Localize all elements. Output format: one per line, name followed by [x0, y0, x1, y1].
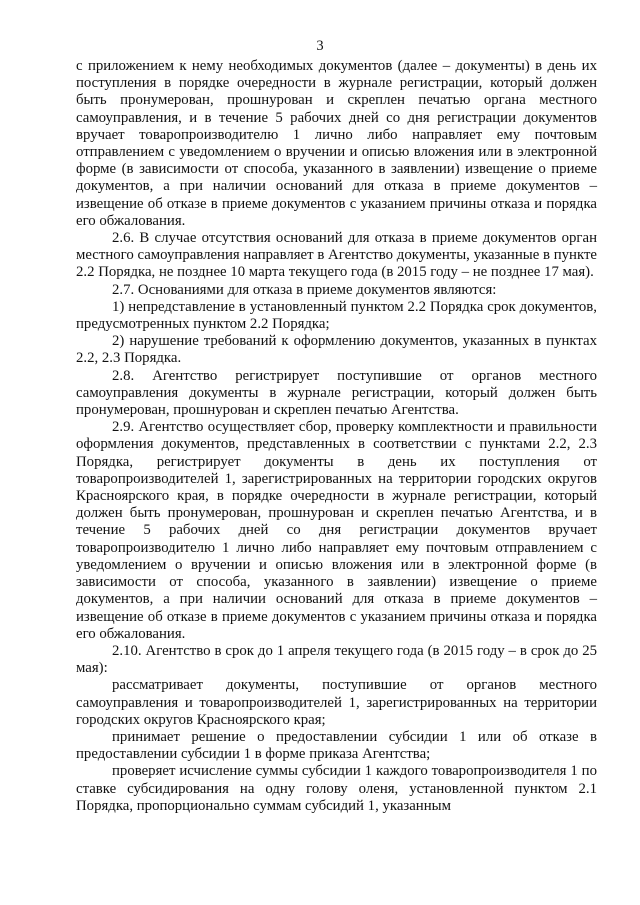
paragraph-2-8: 2.8. Агентство регистрирует поступившие от органов местного самоуправления документы в журнале регистрации, который должен быть пронумерован, прошнурован и скреплен печатью Агентства.: [76, 367, 597, 419]
document-body: [76, 58, 597, 815]
paragraph-2-10-decides: принимает решение о предоставлении субсидии 1 или об отказе в предоставлении субсидии 1 в форме приказа Агентства;: [76, 728, 597, 763]
paragraph-2-10: 2.10. Агентство в срок до 1 апреля текущего года (в 2015 году – в срок до 25 мая):: [76, 642, 597, 677]
paragraph-2-7-item-1: 1) непредставление в установленный пунктом 2.2 Порядка срок документов, предусмотренных пунктом 2.2 Порядка;: [76, 298, 597, 333]
paragraph-2-7: 2.7. Основаниями для отказа в приеме документов являются:: [112, 281, 497, 298]
paragraph-2-10-reviews: рассматривает документы, поступившие от органов местного самоуправления и товаропроизводителей 1, зарегистрированных на территории городских округов Красноярского края;: [76, 677, 597, 728]
paragraph-continuation: с приложением к нему необходимых документов (далее – документы) в день их поступления в порядке очередности в журнале регистрации, который должен быть пронумерован, прошнурован и скреплен печатью органа местного самоуправления, и в течение 5 рабочих дней со дня регистрации документов вручает товаропроизводителю 1 лично либо направляет ему почтовым отправлением с уведомлением о вручении и описью вложения или в электронной форме (в зависимости от способа, указанного в заявлении) извещение о приеме документов, а при наличии оснований для отказа в приеме документов – извещение об отказе в приеме документов с указанием причины отказа и порядка его обжалования.: [76, 58, 597, 229]
paragraph-2-7-item-2: 2) нарушение требований к оформлению документов, указанных в пунктах 2.2, 2.3 Порядка.: [76, 333, 597, 367]
paragraph-2-6: 2.6. В случае отсутствия оснований для отказа в приеме документов орган местного самоуправления направляет в Агентство документы, указанные в пункте 2.2 Порядка, не позднее 10 марта текущего года (в 2015 году – не позднее 17 мая).: [76, 230, 597, 281]
page-number: 3: [316, 38, 324, 54]
paragraph-2-10-checks: проверяет исчисление суммы субсидии 1 каждого товаропроизводителя 1 по ставке субсидирования на одну голову оленя, установленной пунктом 2.1 Порядка, пропорционально суммам субсидий 1, указанным: [76, 763, 597, 814]
paragraph-2-9: 2.9. Агентство осуществляет сбор, проверку комплектности и правильности оформления документов, представленных в соответствии с пунктами 2.2, 2.3 Порядка, регистрирует документы в день их поступления от товаропроизводителей 1, зарегистрированных на территории городских округов Красноярского края, в порядке очередности в журнале регистрации, который должен быть пронумерован, прошнурован и скреплен печатью Агентства, и в течение 5 рабочих дней со дня регистрации документов вручает товаропроизводителю 1 лично либо направляет ему почтовым отправлением с уведомлением о вручении и описью вложения или в электронной форме (в зависимости от способа, указанного в заявлении) извещение о приеме документов, а при наличии оснований для отказа в приеме документов – извещение об отказе в приеме документов с указанием причины отказа и порядка его обжалования.: [76, 419, 597, 642]
